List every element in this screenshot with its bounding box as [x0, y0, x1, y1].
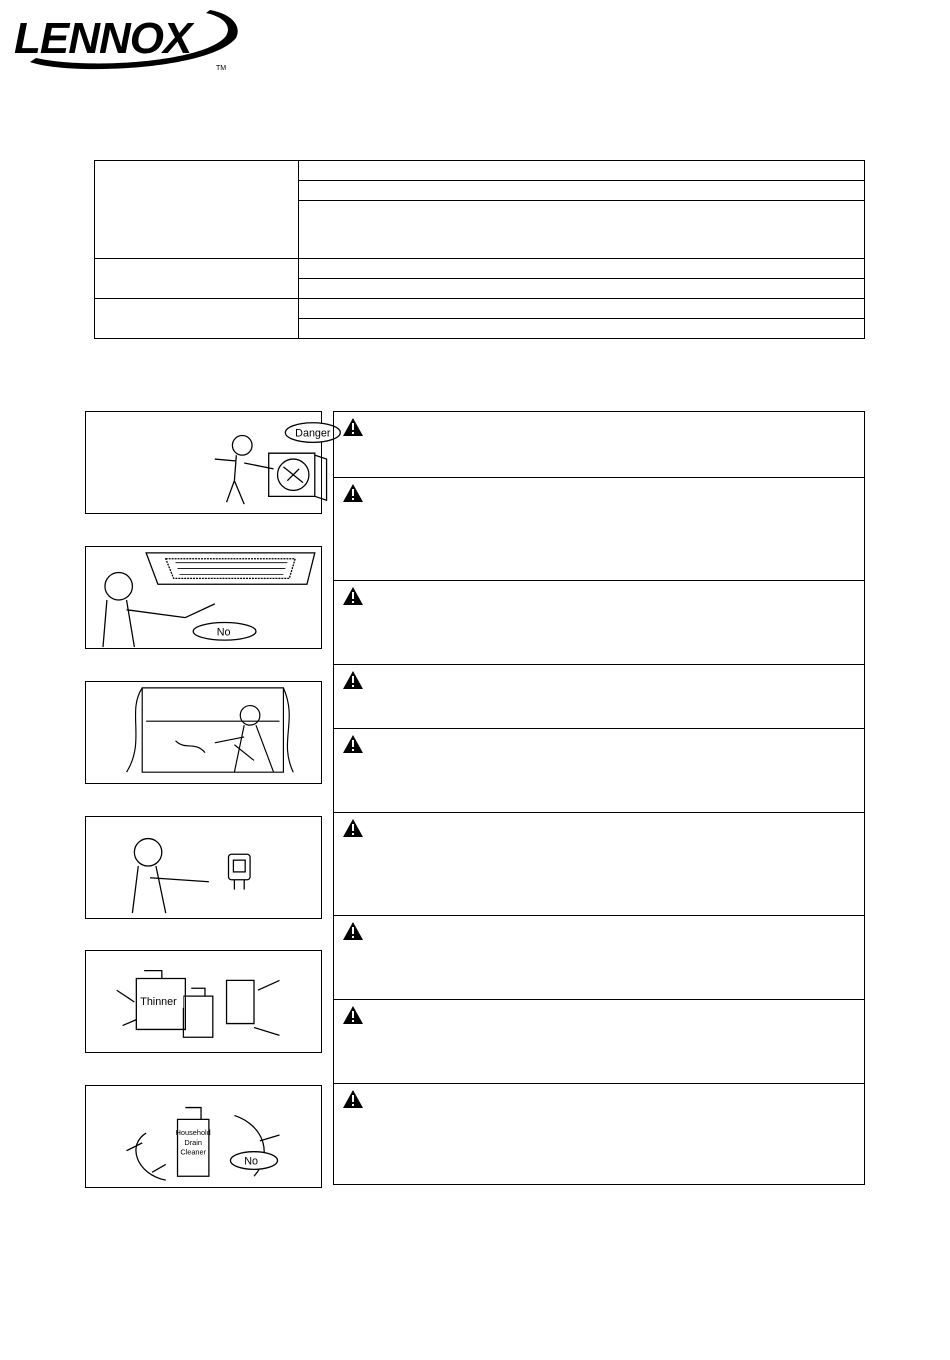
spec-row	[299, 161, 865, 181]
spec-row	[299, 259, 865, 279]
spec-row	[299, 319, 865, 339]
warning-item	[334, 665, 864, 729]
fan-danger-illustration	[85, 411, 331, 514]
svg-text:LENNOX: LENNOX	[14, 14, 192, 63]
no-caption: No	[216, 626, 231, 639]
warning-triangle-icon	[342, 417, 364, 437]
warning-item	[334, 581, 864, 665]
warning-triangle-icon	[342, 921, 364, 941]
svg-text:TM: TM	[216, 65, 227, 72]
warning-triangle-icon	[342, 818, 364, 838]
no-caption: No	[244, 1155, 258, 1168]
warning-triangle-icon	[342, 1005, 364, 1025]
warning-item	[334, 478, 864, 581]
bottle-label-line: Cleaner	[180, 1147, 207, 1157]
warning-item	[334, 412, 864, 478]
spec-row	[299, 279, 865, 299]
specification-table	[94, 160, 865, 339]
spec-group-1-label	[95, 161, 299, 259]
solvent-containers-illustration	[85, 950, 322, 1053]
warning-item	[334, 1084, 864, 1184]
danger-caption: Danger	[295, 427, 331, 440]
spec-row	[299, 299, 865, 319]
spec-row	[299, 181, 865, 201]
warning-triangle-icon	[342, 586, 364, 606]
warning-item	[334, 729, 864, 813]
lennox-logo	[10, 4, 242, 70]
drain-cleaner-illustration	[85, 1085, 322, 1188]
thinner-label: Thinner	[140, 995, 177, 1008]
warning-triangle-icon	[342, 1089, 364, 1109]
spec-group-3-label	[95, 299, 299, 339]
spec-row	[299, 201, 865, 259]
power-outlet-illustration	[85, 816, 322, 919]
warning-item	[334, 1000, 864, 1084]
spec-group-2-label	[95, 259, 299, 299]
warning-triangle-icon	[342, 483, 364, 503]
bottle-label-line: Drain	[184, 1137, 202, 1147]
window-curtain-illustration	[85, 681, 322, 784]
ceiling-grille-illustration	[85, 546, 322, 649]
warning-triangle-icon	[342, 670, 364, 690]
warning-item	[334, 813, 864, 916]
warnings-list	[333, 411, 865, 1185]
warning-triangle-icon	[342, 734, 364, 754]
warning-item	[334, 916, 864, 1000]
bottle-label-line: Household	[175, 1128, 211, 1138]
